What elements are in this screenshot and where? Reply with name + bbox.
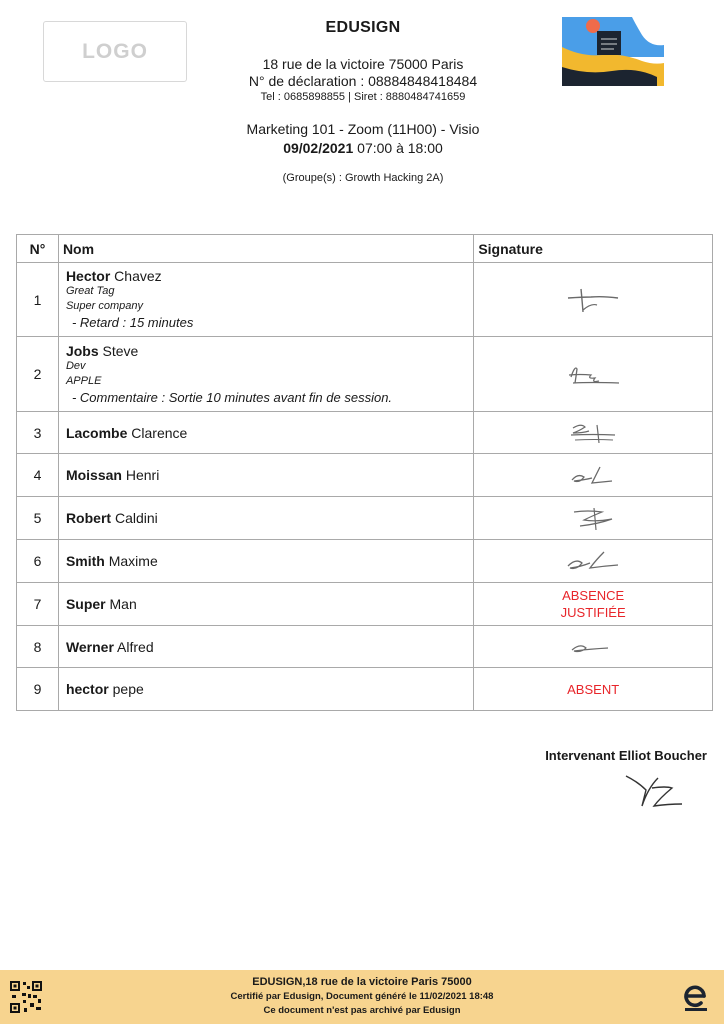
signature-image bbox=[568, 504, 618, 532]
contact-info: Tel : 0685898855 | Siret : 8880484741659 bbox=[260, 91, 466, 103]
column-header-signature: Signature bbox=[474, 235, 713, 263]
organization-name: EDUSIGN bbox=[325, 19, 401, 36]
attendee-last-name: hector bbox=[65, 681, 109, 697]
signature-image bbox=[561, 359, 625, 389]
table-row bbox=[17, 540, 713, 583]
attendee-cell bbox=[58, 412, 473, 454]
attendee-first-name: Henri bbox=[121, 467, 160, 483]
speaker-signature bbox=[622, 768, 686, 812]
attendee-first-name: Clarence bbox=[127, 424, 188, 441]
qr-code-icon bbox=[10, 981, 42, 1013]
signature-cell bbox=[474, 497, 713, 540]
attendee-role: Great Tag bbox=[65, 285, 115, 297]
attendee-first-name: Man bbox=[105, 596, 137, 612]
attendee-last-name: Hector bbox=[65, 268, 111, 284]
session-date: 09/02/2021 bbox=[283, 140, 354, 156]
footer-certification: Certifié par Edusign, Document généré le 11/02/2021 18:48 bbox=[230, 991, 494, 1002]
row-number: 9 bbox=[17, 668, 59, 711]
table-row bbox=[17, 668, 713, 711]
attendee-last-name: Lacombe bbox=[65, 424, 128, 441]
attendee-company: Super company bbox=[65, 300, 143, 312]
attendee-cell bbox=[58, 626, 473, 668]
footer-text bbox=[100, 975, 624, 1018]
column-header-name: Nom bbox=[58, 235, 473, 263]
attendee-cell bbox=[58, 263, 473, 337]
attendee-last-name: Super bbox=[65, 596, 106, 612]
attendee-first-name: Maxime bbox=[104, 553, 158, 569]
signature-cell bbox=[474, 337, 713, 412]
footer-archive-notice: Ce document n'est pas archivé par Edusign bbox=[263, 1005, 461, 1016]
brand-logo bbox=[562, 17, 664, 86]
table-row bbox=[17, 497, 713, 540]
signature-cell bbox=[474, 454, 713, 497]
speaker-block bbox=[545, 748, 707, 763]
footer-address: EDUSIGN,18 rue de la victoire Paris 75000 bbox=[252, 976, 472, 988]
attendee-cell bbox=[58, 454, 473, 497]
attendee-name bbox=[66, 343, 473, 359]
attendee-first-name: Steve bbox=[98, 342, 139, 359]
row-number: 6 bbox=[17, 540, 59, 583]
signature-image bbox=[565, 419, 621, 447]
signature-image bbox=[568, 637, 618, 657]
absence-status: ABSENT bbox=[567, 681, 620, 697]
absence-status-detail: JUSTIFIÉE bbox=[560, 605, 626, 620]
attendance-status-cell bbox=[474, 583, 713, 626]
attendee-last-name: Smith bbox=[65, 553, 105, 569]
row-number: 3 bbox=[17, 412, 59, 454]
speaker-label: Intervenant Elliot Boucher bbox=[545, 748, 707, 763]
attendee-name bbox=[66, 553, 473, 569]
table-row bbox=[17, 412, 713, 454]
signature-image bbox=[568, 463, 618, 487]
signature-image bbox=[564, 548, 622, 574]
session-time: 07:00 à 18:00 bbox=[353, 140, 443, 156]
signature-cell bbox=[474, 412, 713, 454]
attendee-first-name: Caldini bbox=[111, 510, 158, 526]
row-number: 5 bbox=[17, 497, 59, 540]
attendee-name bbox=[66, 596, 473, 612]
document-header bbox=[150, 19, 576, 184]
column-header-number: N° bbox=[17, 235, 59, 263]
session-info bbox=[150, 120, 576, 158]
attendee-name bbox=[66, 268, 473, 284]
signature-cell bbox=[474, 626, 713, 668]
table-header-row bbox=[17, 235, 713, 263]
attendee-last-name: Jobs bbox=[65, 342, 99, 359]
session-name: Marketing 101 - Zoom (11H00) - Visio bbox=[246, 121, 480, 137]
attendee-name bbox=[66, 681, 473, 697]
attendee-cell bbox=[58, 668, 473, 711]
row-number: 7 bbox=[17, 583, 59, 626]
table-row bbox=[17, 337, 713, 412]
attendee-first-name: pepe bbox=[108, 681, 144, 697]
attendee-last-name: Robert bbox=[65, 510, 112, 526]
signature-cell bbox=[474, 540, 713, 583]
attendee-first-name: Chavez bbox=[110, 268, 162, 284]
signature-image bbox=[563, 285, 623, 315]
edusign-e-icon bbox=[681, 982, 711, 1012]
logo-placeholder-text: LOGO bbox=[82, 39, 148, 63]
attendee-note: - Retard : 15 minutes bbox=[71, 315, 194, 330]
row-number: 4 bbox=[17, 454, 59, 497]
attendee-company: APPLE bbox=[65, 374, 102, 387]
attendee-cell bbox=[58, 497, 473, 540]
attendee-cell bbox=[58, 337, 473, 412]
attendee-name bbox=[66, 510, 473, 526]
attendee-cell bbox=[58, 540, 473, 583]
row-number: 1 bbox=[17, 263, 59, 337]
attendee-name bbox=[66, 425, 473, 441]
row-number: 8 bbox=[17, 626, 59, 668]
absence-status: ABSENCE bbox=[562, 588, 625, 603]
table-row bbox=[17, 454, 713, 497]
declaration-number: N° de déclaration : 08884848418484 bbox=[248, 73, 478, 89]
session-groups: (Groupe(s) : Growth Hacking 2A) bbox=[282, 172, 444, 184]
attendance-status-cell bbox=[474, 668, 713, 711]
table-row bbox=[17, 263, 713, 337]
attendee-role: Dev bbox=[65, 359, 86, 372]
attendee-note: - Commentaire : Sortie 10 minutes avant fin de session. bbox=[71, 389, 393, 405]
signature-cell bbox=[474, 263, 713, 337]
attendance-table bbox=[16, 234, 713, 711]
organization-address: 18 rue de la victoire 75000 Paris bbox=[262, 56, 464, 72]
attendee-name bbox=[66, 639, 473, 655]
session-datetime bbox=[150, 139, 576, 158]
row-number: 2 bbox=[17, 337, 59, 412]
attendee-cell bbox=[58, 583, 473, 626]
table-row bbox=[17, 626, 713, 668]
attendee-last-name: Werner bbox=[65, 638, 114, 655]
attendee-last-name: Moissan bbox=[65, 467, 122, 483]
attendee-name bbox=[66, 467, 473, 483]
table-row bbox=[17, 583, 713, 626]
footer-banner bbox=[0, 970, 724, 1024]
attendee-first-name: Alfred bbox=[113, 638, 154, 655]
